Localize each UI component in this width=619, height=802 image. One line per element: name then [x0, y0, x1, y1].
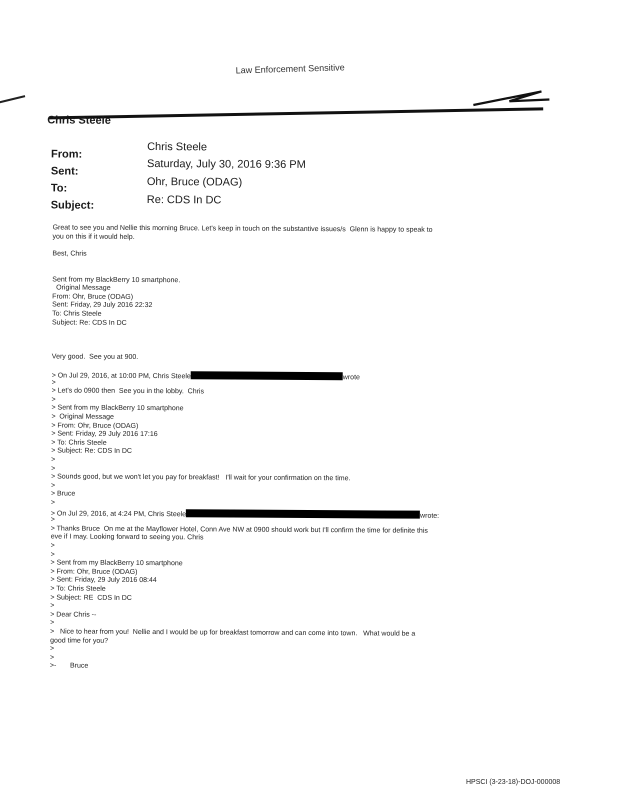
to-value: Ohr, Bruce (ODAG) [146, 176, 243, 189]
body-text: > On Jul 29, 2016, at 10:00 PM, Chris Steele [51, 372, 191, 381]
body-text: wrote [342, 374, 360, 382]
body-line: Sent from my BlackBerry 10 smartphone. [52, 275, 181, 284]
body-line: > Dear Chris -- [50, 611, 97, 619]
body-line: > [50, 499, 56, 507]
body-line: > [50, 550, 55, 559]
body-line: > Sounds good, but we won't let you pay for breakfast! I'll wait for your confirmation on the time. [51, 473, 351, 483]
body-line: > Nice to hear from you! Nellie and I would be up for breakfast tomorrow and can come into town. What would be a [50, 628, 416, 638]
body-line: you on this if it would help. [52, 233, 135, 241]
body-line: >- Bruce [49, 662, 89, 670]
body-line: > To: Chris Steele [51, 439, 107, 447]
body-line: > [50, 645, 55, 653]
sender-name: Chris Steele [47, 114, 111, 127]
from-label: From: [51, 148, 83, 161]
body-line: > Original Message [51, 413, 114, 421]
body-line: > Subject: RE CDS In DC [50, 593, 132, 602]
body-line: > [50, 542, 55, 550]
body-line: Sent: Friday, 29 July 2016 22:32 [52, 301, 153, 310]
body-line: eve if I may. Looking forward to seeing you. Chris [50, 533, 204, 542]
redaction-bar [186, 509, 420, 518]
body-line: > [51, 456, 56, 464]
body-line: > [49, 654, 55, 662]
body-line: To: Chris Steele [52, 310, 102, 318]
body-line: > [51, 465, 56, 473]
body-line: > Let's do 0900 then See you in the lobby. Chris [51, 387, 205, 396]
body-line: > [50, 602, 55, 610]
body-line: From: Ohr, Bruce (ODAG) [52, 293, 134, 301]
body-line: > [50, 619, 55, 627]
subject-label: Subject: [50, 199, 95, 212]
body-text: > On Jul 29, 2016, at 4:24 PM, Chris Steele [50, 510, 187, 518]
body-line: > To: Chris Steele [50, 585, 106, 593]
body-line: > Sent from my BlackBerry 10 smartphone [50, 559, 183, 568]
body-line: > From: Ohr, Bruce (ODAG) [50, 568, 138, 576]
scan-mark [0, 95, 25, 103]
redaction-bar [191, 371, 343, 380]
sent-label: Sent: [50, 165, 79, 178]
body-line: Great to see you and Nellie this morning Bruce. Let's keep in touch on the substantive issues/s Glenn is happy to speak to [52, 224, 433, 234]
body-line: > [51, 396, 56, 404]
bates-number: HPSCI (3-23-18)-DOJ-000008 [466, 779, 561, 786]
body-line: > Bruce [50, 490, 76, 498]
body-line: > Sent from my BlackBerry 10 smartphone [51, 404, 184, 413]
to-label: To: [50, 182, 68, 195]
email-body [50, 224, 553, 674]
body-line: > [51, 379, 56, 387]
body-line: Subject: Re: CDS In DC [52, 318, 127, 327]
from-value: Chris Steele [147, 141, 208, 154]
body-line: > Thanks Bruce On me at the Mayflower Hotel, Conn Ave NW at 0900 should work but I'll confirm the time for definite this [50, 525, 428, 535]
body-line: Original Message [52, 284, 111, 292]
body-line: > Sent: Friday, 29 July 2016 17:16 [51, 430, 158, 439]
body-line: > [50, 516, 55, 524]
body-line: > [51, 482, 56, 490]
body-line: > Sent: Friday, 29 July 2016 08:44 [50, 576, 157, 585]
sent-value: Saturday, July 30, 2016 9:36 PM [146, 158, 306, 171]
header-arrow-mark [471, 87, 551, 109]
body-text: wrote: [420, 512, 440, 520]
subject-value: Re: CDS In DC [146, 194, 222, 207]
body-line: good time for you? [50, 636, 109, 645]
body-line: > From: Ohr, Bruce (ODAG) [51, 422, 139, 430]
body-line: Very good. See you at 900. [51, 353, 139, 361]
body-line: > Subject: Re: CDS In DC [51, 447, 132, 456]
body-line: Best, Chris [52, 250, 87, 258]
classification-marking: Law Enforcement Sensitive [235, 62, 345, 76]
header-rule [49, 107, 543, 119]
